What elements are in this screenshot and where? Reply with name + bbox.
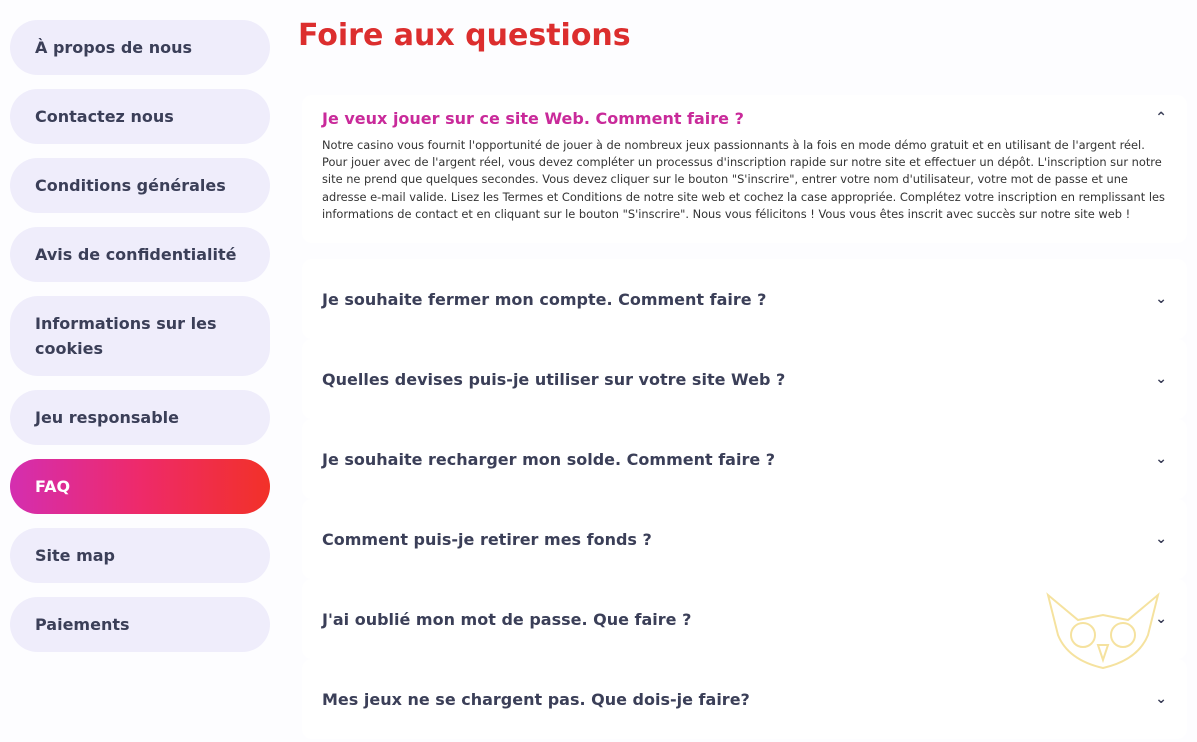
sidebar-item-contact[interactable]: Contactez nous: [10, 89, 270, 144]
sidebar-item-about[interactable]: À propos de nous: [10, 20, 270, 75]
owl-watermark-icon: [1043, 590, 1163, 670]
chevron-down-icon: ⌄: [1155, 611, 1167, 628]
page-title: Foire aux questions: [298, 18, 631, 53]
chevron-down-icon: ⌄: [1155, 691, 1167, 708]
faq-question: Comment puis-je retirer mes fonds ?: [322, 529, 652, 549]
faq-question: Je souhaite recharger mon solde. Comment faire ?: [322, 449, 776, 469]
chevron-down-icon: ⌄: [1155, 291, 1167, 308]
sidebar-item-privacy[interactable]: Avis de confidentialité: [10, 227, 270, 282]
sidebar-item-sitemap[interactable]: Site map: [10, 528, 270, 583]
faq-item[interactable]: [302, 499, 1187, 579]
faq-question: J'ai oublié mon mot de passe. Que faire ?: [322, 609, 692, 629]
faq-item[interactable]: [302, 259, 1187, 339]
faq-question: Mes jeux ne se chargent pas. Que dois-je faire?: [322, 689, 750, 709]
faq-question: Je souhaite fermer mon compte. Comment faire ?: [322, 289, 767, 309]
faq-item-expanded: [302, 95, 1187, 243]
chevron-down-icon: ⌄: [1155, 451, 1167, 468]
chevron-up-icon[interactable]: ⌃: [1155, 110, 1167, 126]
chevron-down-icon: ⌄: [1155, 371, 1167, 388]
sidebar-item-cookies[interactable]: Informations sur les cookies: [10, 296, 270, 376]
faq-question-toggle[interactable]: [322, 105, 1167, 131]
sidebar-item-terms[interactable]: Conditions générales: [10, 158, 270, 213]
sidebar-nav: [10, 20, 270, 666]
faq-item[interactable]: [302, 339, 1187, 419]
chevron-down-icon: ⌄: [1155, 531, 1167, 548]
faq-item[interactable]: [302, 659, 1187, 739]
faq-item[interactable]: [302, 419, 1187, 499]
faq-question: Je veux jouer sur ce site Web. Comment faire ?: [322, 108, 744, 128]
faq-question: Quelles devises puis-je utiliser sur votre site Web ?: [322, 369, 786, 389]
sidebar-item-payments[interactable]: Paiements: [10, 597, 270, 652]
sidebar-item-faq[interactable]: FAQ: [10, 459, 270, 514]
faq-answer: Notre casino vous fournit l'opportunité de jouer à de nombreux jeux passionnants à la fois en mode démo gratuit et en utilisant de l'argent réel. Pour jouer avec de l'argent réel, vous devez compléter un processus d'inscription rapide sur notre site et effectuer un dépôt. L'inscription sur notre site ne prend que quelques secondes. Vous devez cliquer sur le bouton "S'inscrire", entrer votre nom d'utilisateur, votre mot de passe et une adresse e-mail valide. Lisez les Termes et Conditions de notre site web et cochez la case appropriée. Complétez votre inscription en remplissant les informations de contact et en cliquant sur le bouton "S'inscrire". Nous vous félicitons ! Vous vous êtes inscrit avec succès sur notre site web !: [322, 138, 1165, 221]
sidebar-item-responsible-gaming[interactable]: Jeu responsable: [10, 390, 270, 445]
